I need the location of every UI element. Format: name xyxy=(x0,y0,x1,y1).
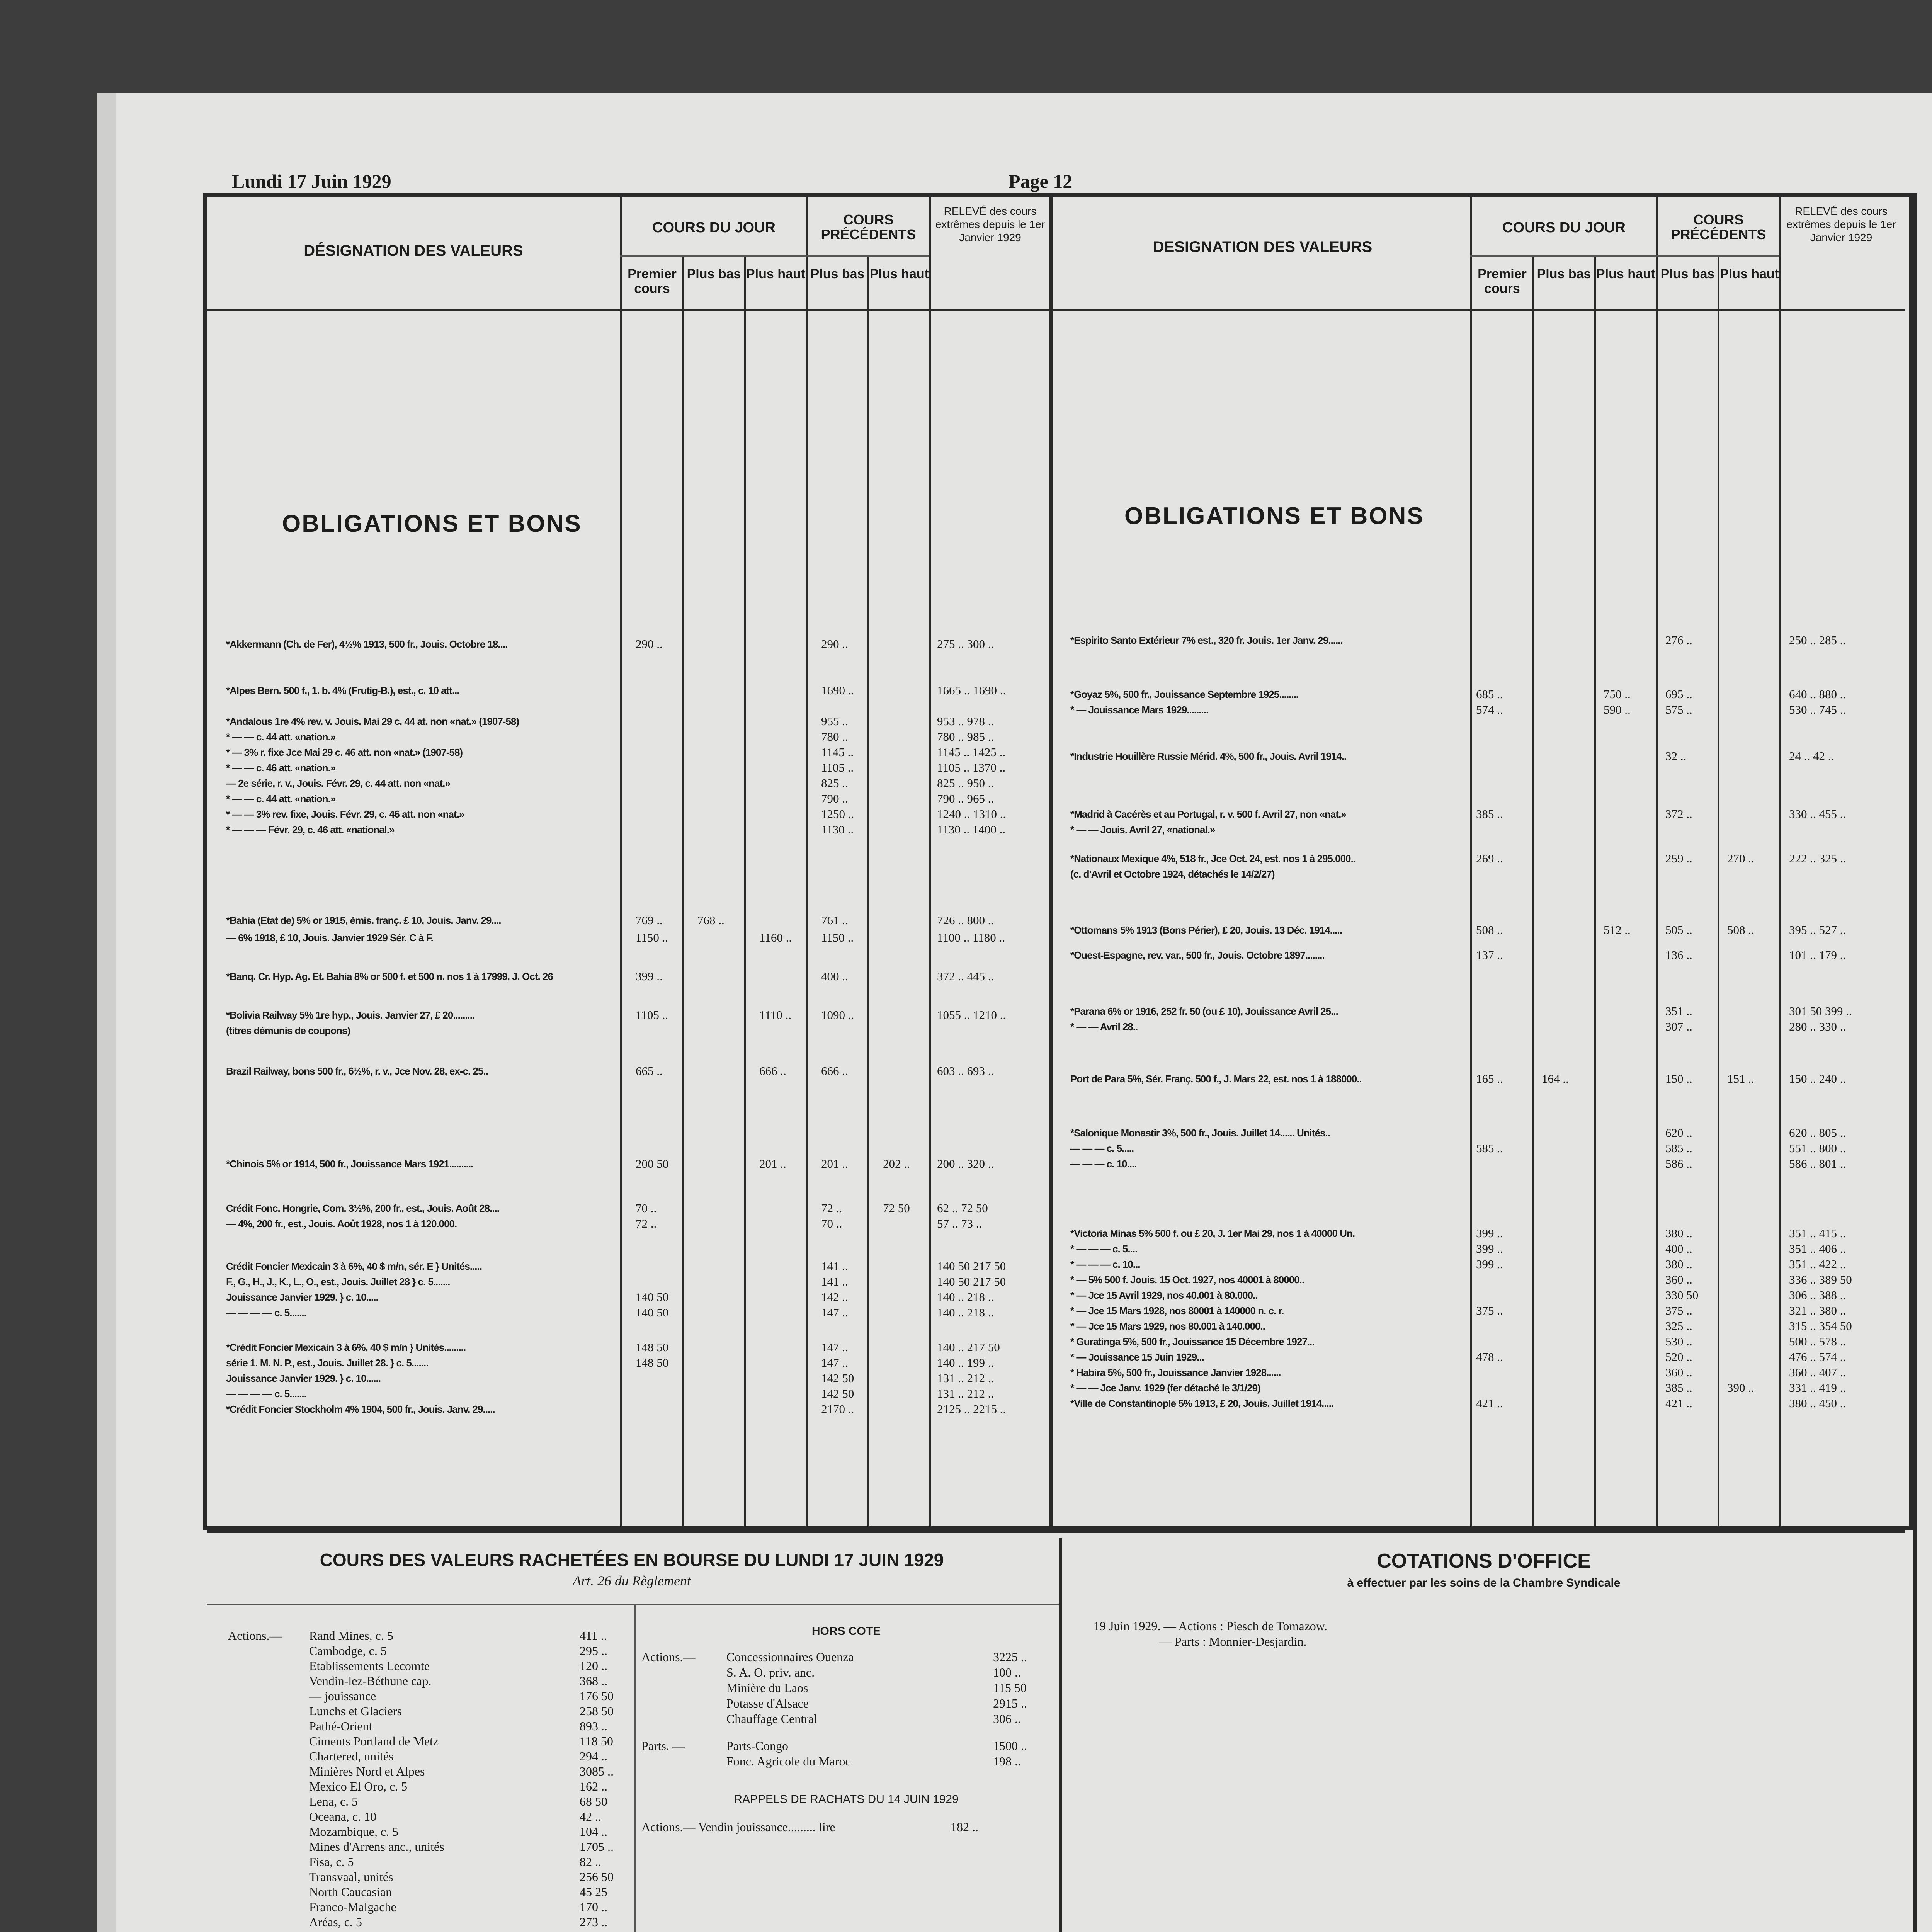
obligation-value: 665 .. xyxy=(636,1064,663,1078)
obligation-label: — — — — c. 5....... xyxy=(226,1388,306,1400)
rachetee-value: 294 .. xyxy=(580,1749,607,1763)
rachetee-value: 411 .. xyxy=(580,1629,607,1643)
obligation-label: *Crédit Foncier Mexicain 3 à 6%, 40 $ m/n } Unités......... xyxy=(226,1342,466,1353)
obligation-value: 360 .. xyxy=(1665,1273,1692,1286)
obligation-value: 1145 .. 1425 .. xyxy=(937,745,1006,759)
obligation-label: * — Jce 15 Mars 1929, nos 80.001 à 140.000.. xyxy=(1070,1320,1265,1332)
obligation-value: 825 .. xyxy=(821,776,848,790)
designation-header: DÉSIGNATION DES VALEURS xyxy=(304,242,523,259)
rachetee-name: Rand Mines, c. 5 xyxy=(309,1629,393,1643)
page-number: Page 12 xyxy=(1009,170,1073,192)
obligation-label: *Banq. Cr. Hyp. Ag. Et. Bahia 8% or 500 f. et 500 n. nos 1 à 17999, J. Oct. 26 xyxy=(226,971,553,982)
obligation-value: 142 .. xyxy=(821,1290,848,1304)
obligation-value: 390 .. xyxy=(1727,1381,1754,1395)
obligation-value: 62 .. 72 50 xyxy=(937,1201,988,1215)
obligation-value: 1690 .. xyxy=(821,684,854,697)
obligation-label: *Salonique Monastir 3%, 500 fr., Jouis. Juillet 14...... Unités.. xyxy=(1070,1127,1330,1139)
obligation-label: — 2e série, r. v., Jouis. Févr. 29, c. 44 att. non «nat.» xyxy=(226,777,450,789)
obligation-label: *Goyaz 5%, 500 fr., Jouissance Septembre 1925........ xyxy=(1070,689,1299,700)
obligation-value: 147 .. xyxy=(821,1340,848,1354)
rachetee-value: 118 50 xyxy=(580,1734,613,1748)
obligation-value: 640 .. 880 .. xyxy=(1789,687,1846,701)
obligation-label: * — — — Févr. 29, c. 46 att. «national.» xyxy=(226,824,395,835)
obligation-label: — — — — c. 5....... xyxy=(226,1307,306,1318)
obligation-label: série 1. M. N. P., est., Jouis. Juillet 28. } c. 5....... xyxy=(226,1357,429,1369)
hors-cote-value: 306 .. xyxy=(993,1712,1021,1726)
obligation-value: 695 .. xyxy=(1665,687,1692,701)
obligation-value: 666 .. xyxy=(821,1064,848,1078)
obligation-value: 769 .. xyxy=(636,913,663,927)
obligation-value: 351 .. xyxy=(1665,1004,1692,1018)
obligation-value: 768 .. xyxy=(697,913,724,927)
hors-part-value: 198 .. xyxy=(993,1754,1021,1768)
obligation-value: 520 .. xyxy=(1665,1350,1692,1364)
rachetee-name: Lena, c. 5 xyxy=(309,1794,358,1808)
obligation-value: 385 .. xyxy=(1476,807,1503,821)
rachetee-name: Pathé-Orient xyxy=(309,1719,372,1733)
obligation-label: *Industrie Houillère Russie Mérid. 4%, 500 fr., Jouis. Avril 1914.. xyxy=(1070,750,1347,762)
obligation-value: 1105 .. xyxy=(636,1008,668,1022)
obligation-label: *Chinois 5% or 1914, 500 fr., Jouissance Mars 1921.......... xyxy=(226,1158,473,1170)
obligation-label: (titres démunis de coupons) xyxy=(226,1025,350,1036)
obligation-value: 385 .. xyxy=(1665,1381,1692,1395)
rachetee-value: 68 50 xyxy=(580,1794,607,1808)
obligation-value: 790 .. xyxy=(821,792,848,805)
obligation-value: 620 .. 805 .. xyxy=(1789,1126,1846,1139)
rachetee-value: 1705 .. xyxy=(580,1840,614,1854)
obligation-label: * — — c. 46 att. «nation.» xyxy=(226,762,336,774)
prec-plus-bas-header-right: Plus bas xyxy=(1660,267,1715,281)
obligation-value: 505 .. xyxy=(1665,923,1692,937)
obligation-value: 351 .. 406 .. xyxy=(1789,1242,1846,1255)
hors-part-name: Fonc. Agricole du Maroc xyxy=(726,1754,851,1768)
obligation-value: 131 .. 212 .. xyxy=(937,1387,994,1400)
obligation-value: 1130 .. 1400 .. xyxy=(937,823,1006,836)
obligation-value: 150 .. 240 .. xyxy=(1789,1072,1846,1085)
obligation-value: 478 .. xyxy=(1476,1350,1503,1364)
obligation-value: 551 .. 800 .. xyxy=(1789,1141,1846,1155)
obligation-value: 603 .. 693 .. xyxy=(937,1064,994,1078)
rachetee-name: Franco-Malgache xyxy=(309,1900,396,1914)
plus-haut-header: Plus haut xyxy=(746,267,806,281)
obligation-value: 508 .. xyxy=(1727,923,1754,937)
obligation-value: 148 50 xyxy=(636,1356,669,1369)
rachetee-name: Minières Nord et Alpes xyxy=(309,1764,425,1778)
cours-precedents-header-right: COURS PRÉCÉDENTS xyxy=(1671,212,1766,242)
obligation-label: *Espirito Santo Extérieur 7% est., 320 fr. Jouis. 1er Janv. 29...... xyxy=(1070,634,1343,646)
rachetee-value: 368 .. xyxy=(580,1674,607,1688)
obligation-value: 336 .. 389 50 xyxy=(1789,1273,1852,1286)
rachetee-value: 295 .. xyxy=(580,1644,607,1658)
obligation-value: 512 .. xyxy=(1604,923,1631,937)
obligation-value: 574 .. xyxy=(1476,703,1503,716)
rachetees-actions-label: Actions.— xyxy=(228,1629,282,1643)
obligation-label: *Bolivia Railway 5% 1re hyp., Jouis. Janvier 27, £ 20......... xyxy=(226,1009,475,1021)
obligation-value: 200 .. 320 .. xyxy=(937,1157,994,1170)
obligation-label: *Alpes Bern. 500 f., 1. b. 4% (Frutig-B.), est., c. 10 att... xyxy=(226,685,459,696)
obligation-value: 70 .. xyxy=(821,1217,842,1230)
obligation-value: 1240 .. 1310 .. xyxy=(937,807,1006,821)
obligation-value: 259 .. xyxy=(1665,852,1692,865)
obligation-value: 726 .. 800 .. xyxy=(937,913,994,927)
hors-cote-name: Potasse d'Alsace xyxy=(726,1696,809,1710)
obligation-value: 953 .. 978 .. xyxy=(937,714,994,728)
obligation-value: 1110 .. xyxy=(759,1008,791,1022)
plus-haut-header-right: Plus haut xyxy=(1596,267,1656,281)
rachetee-value: 170 .. xyxy=(580,1900,607,1914)
cours-precedents-header: COURS PRÉCÉDENTS xyxy=(821,212,916,242)
obligation-label: * — — Jce Janv. 1929 (fer détaché le 3/1/29) xyxy=(1070,1382,1260,1394)
obligation-value: 330 .. 455 .. xyxy=(1789,807,1846,821)
obligation-value: 148 50 xyxy=(636,1340,669,1354)
obligation-value: 400 .. xyxy=(1665,1242,1692,1255)
obligation-label: *Andalous 1re 4% rev. v. Jouis. Mai 29 c. 44 at. non «nat.» (1907-58) xyxy=(226,716,519,727)
obligation-value: 315 .. 354 50 xyxy=(1789,1319,1852,1333)
obligation-value: 306 .. 388 .. xyxy=(1789,1288,1846,1302)
obligation-value: 955 .. xyxy=(821,714,848,728)
obligation-value: 307 .. xyxy=(1665,1020,1692,1033)
obligation-value: 200 50 xyxy=(636,1157,669,1170)
obligation-label: *Madrid à Cacérès et au Portugal, r. v. 500 f. Avril 27, non «nat.» xyxy=(1070,808,1346,820)
rachetee-name: Aréas, c. 5 xyxy=(309,1915,362,1929)
cotations-line-1: 19 Juin 1929. — Actions : Piesch de Tomazow. xyxy=(1094,1619,1327,1633)
obligation-value: 2170 .. xyxy=(821,1402,854,1416)
obligation-value: 140 50 xyxy=(636,1290,669,1304)
obligation-value: 825 .. 950 .. xyxy=(937,776,994,790)
obligation-label: * Guratinga 5%, 500 fr., Jouissance 15 Décembre 1927... xyxy=(1070,1336,1315,1347)
hors-cote-value: 2915 .. xyxy=(993,1696,1027,1710)
hors-cote-value: 3225 .. xyxy=(993,1650,1027,1664)
obligation-value: 250 .. 285 .. xyxy=(1789,633,1846,647)
obligation-value: 142 50 xyxy=(821,1387,854,1400)
obligation-label: *Parana 6% or 1916, 252 fr. 50 (ou £ 10), Jouissance Avril 25... xyxy=(1070,1005,1338,1017)
hors-part-name: Parts-Congo xyxy=(726,1739,788,1753)
obligation-value: 375 .. xyxy=(1476,1304,1503,1317)
rachetee-value: 256 50 xyxy=(580,1870,614,1884)
cotations-title: COTATIONS D'OFFICE xyxy=(1377,1550,1591,1572)
obligation-label: * — Jouissance Mars 1929......... xyxy=(1070,704,1209,716)
obligation-value: 140 .. 199 .. xyxy=(937,1356,994,1369)
obligation-value: 150 .. xyxy=(1665,1072,1692,1085)
obligation-value: 201 .. xyxy=(759,1157,786,1170)
rachetee-value: 162 .. xyxy=(580,1779,607,1793)
rachetee-value: 258 50 xyxy=(580,1704,614,1718)
obligation-value: 270 .. xyxy=(1727,852,1754,865)
obligation-value: 351 .. 415 .. xyxy=(1789,1226,1846,1240)
obligation-value: 372 .. xyxy=(1665,807,1692,821)
rachetee-name: Ciments Portland de Metz xyxy=(309,1734,439,1748)
obligation-value: 666 .. xyxy=(759,1064,786,1078)
page-date: Lundi 17 Juin 1929 xyxy=(232,170,391,192)
obligation-value: 421 .. xyxy=(1665,1396,1692,1410)
obligation-value: 372 .. 445 .. xyxy=(937,969,994,983)
hors-cote-name: Chauffage Central xyxy=(726,1712,817,1726)
obligation-value: 476 .. 574 .. xyxy=(1789,1350,1846,1364)
obligation-label: Port de Para 5%, Sér. Franç. 500 f., J. Mars 22, est. nos 1 à 188000.. xyxy=(1070,1073,1362,1085)
hors-cote-name: S. A. O. priv. anc. xyxy=(726,1665,815,1679)
rachetees-subtitle: Art. 26 du Règlement xyxy=(573,1573,691,1588)
obligation-value: 375 .. xyxy=(1665,1304,1692,1317)
obligation-value: 101 .. 179 .. xyxy=(1789,948,1846,962)
obligation-value: 360 .. xyxy=(1665,1366,1692,1379)
obligation-label: * — — 3% rev. fixe, Jouis. Févr. 29, c. 46 att. non «nat.» xyxy=(226,808,464,820)
rappels-rachats-line: Actions.— Vendin jouissance......... lire xyxy=(641,1820,835,1834)
rachetee-value: 82 .. xyxy=(580,1855,601,1869)
obligation-value: 1250 .. xyxy=(821,807,854,821)
rachetee-value: 273 .. xyxy=(580,1915,607,1929)
obligation-value: 1145 .. xyxy=(821,745,854,759)
obligation-label: *Ottomans 5% 1913 (Bons Périer), £ 20, Jouis. 13 Déc. 1914..... xyxy=(1070,924,1342,936)
obligation-value: 331 .. 419 .. xyxy=(1789,1381,1846,1395)
obligation-value: 269 .. xyxy=(1476,852,1503,865)
rachetee-name: Mexico El Oro, c. 5 xyxy=(309,1779,408,1793)
obligation-label: * Habira 5%, 500 fr., Jouissance Janvier 1928...... xyxy=(1070,1367,1281,1378)
obligation-label: * — — Jouis. Avril 27, «national.» xyxy=(1070,824,1215,835)
rachetee-value: 104 .. xyxy=(580,1825,607,1838)
newspaper-page xyxy=(116,93,1932,1932)
obligation-value: 400 .. xyxy=(821,969,848,983)
obligation-value: 147 .. xyxy=(821,1306,848,1319)
rappels-rachats-value: 182 .. xyxy=(951,1820,978,1834)
rachetee-name: Chartered, unités xyxy=(309,1749,394,1763)
obligation-value: 1665 .. 1690 .. xyxy=(937,684,1006,697)
obligation-value: 151 .. xyxy=(1727,1072,1754,1085)
obligation-value: 395 .. 527 .. xyxy=(1789,923,1846,937)
obligation-label: * — Jce 15 Avril 1929, nos 40.001 à 80.000.. xyxy=(1070,1289,1258,1301)
rachetee-name: Cambodge, c. 5 xyxy=(309,1644,387,1658)
obligation-value: 141 .. xyxy=(821,1275,848,1288)
hors-cote-name: Minière du Laos xyxy=(726,1681,808,1695)
rachetee-name: Mines d'Arrens anc., unités xyxy=(309,1840,444,1854)
obligation-value: 131 .. 212 .. xyxy=(937,1371,994,1385)
obligation-value: 500 .. 578 .. xyxy=(1789,1335,1846,1348)
obligation-label: * — — c. 44 att. «nation.» xyxy=(226,793,336,804)
obligation-label: * — — c. 44 att. «nation.» xyxy=(226,731,336,743)
obligation-value: 290 .. xyxy=(821,637,848,651)
rachetee-value: 42 .. xyxy=(580,1810,601,1823)
rachetee-name: North Caucasian xyxy=(309,1885,392,1899)
cours-du-jour-header: COURS DU JOUR xyxy=(652,219,776,236)
rachetee-name: Transvaal, unités xyxy=(309,1870,393,1884)
obligation-label: F., G., H., J., K., L., O., est., Jouis. Juillet 28 } c. 5....... xyxy=(226,1276,450,1287)
obligation-value: 301 50 399 .. xyxy=(1789,1004,1852,1018)
obligation-value: 1055 .. 1210 .. xyxy=(937,1008,1006,1022)
rachetee-name: Vendin-lez-Béthune cap. xyxy=(309,1674,432,1688)
obligation-label: * — — — c. 5.... xyxy=(1070,1243,1138,1255)
rachetee-name: Lunchs et Glaciers xyxy=(309,1704,402,1718)
obligation-label: — — — c. 10.... xyxy=(1070,1158,1137,1170)
obligation-value: 2125 .. 2215 .. xyxy=(937,1402,1006,1416)
obligation-label: * — — Avril 28.. xyxy=(1070,1021,1138,1032)
obligation-value: 351 .. 422 .. xyxy=(1789,1257,1846,1271)
obligation-label: *Victoria Minas 5% 500 f. ou £ 20, J. 1er Mai 29, nos 1 à 40000 Un. xyxy=(1070,1228,1355,1239)
rachetee-value: 120 .. xyxy=(580,1659,607,1673)
obligation-value: 140 .. 217 50 xyxy=(937,1340,1000,1354)
obligation-value: 530 .. 745 .. xyxy=(1789,703,1846,716)
obligation-label: *Ouest-Espagne, rev. var., 500 fr., Jouis. Octobre 1897........ xyxy=(1070,949,1325,961)
obligation-value: 140 .. 218 .. xyxy=(937,1306,994,1319)
obligation-label: (c. d'Avril et Octobre 1924, détachés le 14/2/27) xyxy=(1070,868,1275,880)
obligation-value: 140 .. 218 .. xyxy=(937,1290,994,1304)
obligation-value: 1150 .. xyxy=(821,931,854,944)
obligation-value: 585 .. xyxy=(1665,1141,1692,1155)
obligation-label: Brazil Railway, bons 500 fr., 6½%, r. v., Jce Nov. 28, ex-c. 25.. xyxy=(226,1065,488,1077)
obligation-value: 222 .. 325 .. xyxy=(1789,852,1846,865)
obligation-value: 620 .. xyxy=(1665,1126,1692,1139)
hors-part-value: 1500 .. xyxy=(993,1739,1027,1753)
obligation-label: *Bahia (Etat de) 5% or 1915, émis. franç. £ 10, Jouis. Janv. 29.... xyxy=(226,915,501,926)
obligation-value: 508 .. xyxy=(1476,923,1503,937)
obligation-label: Jouissance Janvier 1929. } c. 10...... xyxy=(226,1372,381,1384)
obligation-value: 399 .. xyxy=(1476,1257,1503,1271)
obligation-value: 165 .. xyxy=(1476,1072,1503,1085)
obligation-value: 1100 .. 1180 .. xyxy=(937,931,1005,944)
rachetee-name: Fisa, c. 5 xyxy=(309,1855,354,1869)
obligation-value: 32 .. xyxy=(1665,749,1687,763)
obligation-value: 136 .. xyxy=(1665,948,1692,962)
obligation-value: 140 50 217 50 xyxy=(937,1275,1006,1288)
prec-plus-bas-header: Plus bas xyxy=(810,267,865,281)
cotations-line-2: — Parts : Monnier-Desjardin. xyxy=(1159,1634,1307,1648)
obligation-value: 72 50 xyxy=(883,1201,910,1215)
rachetees-title: COURS DES VALEURS RACHETÉES EN BOURSE DU LUNDI 17 JUIN 1929 xyxy=(320,1550,944,1570)
obligation-value: 421 .. xyxy=(1476,1396,1503,1410)
obligation-label: *Ville de Constantinople 5% 1913, £ 20, Jouis. Juillet 1914..... xyxy=(1070,1398,1334,1409)
obligation-value: 685 .. xyxy=(1476,687,1503,701)
obligation-value: 280 .. 330 .. xyxy=(1789,1020,1846,1033)
rachetee-value: 176 50 xyxy=(580,1689,614,1703)
obligation-value: 140 50 217 50 xyxy=(937,1259,1006,1273)
cours-du-jour-header-right: COURS DU JOUR xyxy=(1502,219,1626,236)
obligation-label: — 6% 1918, £ 10, Jouis. Janvier 1929 Sér. C à F. xyxy=(226,932,433,944)
obligation-label: * — 5% 500 f. Jouis. 15 Oct. 1927, nos 40001 à 80000.. xyxy=(1070,1274,1304,1286)
obligation-value: 137 .. xyxy=(1476,948,1503,962)
hors-cote-name: Concessionnaires Ouenza xyxy=(726,1650,854,1664)
obligation-value: 1105 .. xyxy=(821,761,854,774)
obligation-value: 57 .. 73 .. xyxy=(937,1217,982,1230)
obligation-label: Crédit Fonc. Hongrie, Com. 3½%, 200 fr., est., Jouis. Août 28.... xyxy=(226,1202,499,1214)
obligation-value: 585 .. xyxy=(1476,1141,1503,1155)
hors-cote-title: HORS COTE xyxy=(811,1625,881,1638)
obligation-value: 72 .. xyxy=(821,1201,842,1215)
obligation-value: 575 .. xyxy=(1665,703,1692,716)
releve-header-right: RELEVÉ des cours extrêmes depuis le 1er Janvier 1929 xyxy=(1786,205,1896,243)
obligation-value: 202 .. xyxy=(883,1157,910,1170)
releve-header: RELEVÉ des cours extrêmes depuis le 1er Janvier 1929 xyxy=(935,205,1045,243)
obligation-label: * — Jouissance 15 Juin 1929... xyxy=(1070,1351,1204,1363)
obligation-value: 380 .. xyxy=(1665,1226,1692,1240)
hors-cote-value: 115 50 xyxy=(993,1681,1027,1695)
obligation-value: 780 .. 985 .. xyxy=(937,730,994,743)
hors-cote-value: 100 .. xyxy=(993,1665,1021,1679)
obligation-label: Jouissance Janvier 1929. } c. 10..... xyxy=(226,1291,378,1303)
obligation-value: 147 .. xyxy=(821,1356,848,1369)
rachetee-name: — jouissance xyxy=(309,1689,376,1703)
obligation-label: — 4%, 200 fr., est., Jouis. Août 1928, nos 1 à 120.000. xyxy=(226,1218,457,1230)
obligation-value: 276 .. xyxy=(1665,633,1692,647)
obligation-value: 380 .. 450 .. xyxy=(1789,1396,1846,1410)
cotations-subtitle: à effectuer par les soins de la Chambre Syndicale xyxy=(1347,1577,1621,1589)
obligation-value: 399 .. xyxy=(1476,1226,1503,1240)
designation-header-right: DESIGNATION DES VALEURS xyxy=(1153,238,1372,255)
premier-cours-header: Premier cours xyxy=(628,267,677,296)
premier-cours-header-right: Premier cours xyxy=(1478,267,1527,296)
prec-plus-haut-header: Plus haut xyxy=(869,267,929,281)
rachetee-name: Oceana, c. 10 xyxy=(309,1810,377,1823)
obligation-label: * — 3% r. fixe Jce Mai 29 c. 46 att. non «nat.» (1907-58) xyxy=(226,747,463,758)
obligation-value: 142 50 xyxy=(821,1371,854,1385)
obligation-value: 140 50 xyxy=(636,1306,669,1319)
obligation-value: 330 50 xyxy=(1665,1288,1699,1302)
obligation-value: 1090 .. xyxy=(821,1008,854,1022)
obligation-value: 586 .. 801 .. xyxy=(1789,1157,1846,1170)
section-title-left: OBLIGATIONS ET BONS xyxy=(282,510,582,537)
obligation-label: Crédit Foncier Mexicain 3 à 6%, 40 $ m/n, sér. E } Unités..... xyxy=(226,1260,482,1272)
obligation-value: 201 .. xyxy=(821,1157,848,1170)
rachetee-name: Etablissements Lecomte xyxy=(309,1659,430,1673)
rachetee-value: 893 .. xyxy=(580,1719,607,1733)
obligation-value: 1105 .. 1370 .. xyxy=(937,761,1006,774)
obligation-value: 530 .. xyxy=(1665,1335,1692,1348)
obligation-value: 290 .. xyxy=(636,637,663,651)
obligation-label: *Akkermann (Ch. de Fer), 4½% 1913, 500 fr., Jouis. Octobre 18.... xyxy=(226,638,508,650)
section-title-right: OBLIGATIONS ET BONS xyxy=(1124,503,1424,529)
obligation-value: 380 .. xyxy=(1665,1257,1692,1271)
prec-plus-haut-header-right: Plus haut xyxy=(1719,267,1779,281)
obligation-value: 761 .. xyxy=(821,913,848,927)
obligation-value: 72 .. xyxy=(636,1217,657,1230)
hors-cote-actions-label: Actions.— xyxy=(641,1650,696,1664)
obligation-value: 399 .. xyxy=(636,969,663,983)
obligation-value: 790 .. 965 .. xyxy=(937,792,994,805)
obligation-value: 164 .. xyxy=(1542,1072,1569,1085)
obligation-value: 586 .. xyxy=(1665,1157,1692,1170)
obligation-label: — — — c. 5..... xyxy=(1070,1143,1134,1154)
obligation-value: 1160 .. xyxy=(759,931,792,944)
obligation-value: 325 .. xyxy=(1665,1319,1692,1333)
obligation-value: 1150 .. xyxy=(636,931,668,944)
hors-cote-parts-label: Parts. — xyxy=(641,1739,685,1753)
obligation-value: 275 .. 300 .. xyxy=(937,637,994,651)
rachetee-value: 45 25 xyxy=(580,1885,607,1899)
obligation-value: 360 .. 407 .. xyxy=(1789,1366,1846,1379)
obligation-label: *Crédit Foncier Stockholm 4% 1904, 500 fr., Jouis. Janv. 29..... xyxy=(226,1403,495,1415)
obligation-value: 780 .. xyxy=(821,730,848,743)
obligation-value: 750 .. xyxy=(1604,687,1631,701)
obligation-value: 1130 .. xyxy=(821,823,854,836)
obligation-value: 399 .. xyxy=(1476,1242,1503,1255)
rachetee-value: 3085 .. xyxy=(580,1764,614,1778)
rachetee-name: Mozambique, c. 5 xyxy=(309,1825,399,1838)
obligation-value: 24 .. 42 .. xyxy=(1789,749,1834,763)
plus-bas-header: Plus bas xyxy=(687,267,741,281)
obligation-value: 141 .. xyxy=(821,1259,848,1273)
obligation-value: 70 .. xyxy=(636,1201,657,1215)
obligation-label: *Nationaux Mexique 4%, 518 fr., Jce Oct. 24, est. nos 1 à 295.000.. xyxy=(1070,853,1355,864)
obligation-value: 321 .. 380 .. xyxy=(1789,1304,1846,1317)
plus-bas-header-right: Plus bas xyxy=(1537,267,1591,281)
rappels-rachats-title: RAPPELS DE RACHATS DU 14 JUIN 1929 xyxy=(734,1793,959,1806)
obligation-label: * — Jce 15 Mars 1928, nos 80001 à 140000 n. c. r. xyxy=(1070,1305,1284,1316)
obligation-value: 590 .. xyxy=(1604,703,1631,716)
obligation-label: * — — — c. 10... xyxy=(1070,1259,1140,1270)
